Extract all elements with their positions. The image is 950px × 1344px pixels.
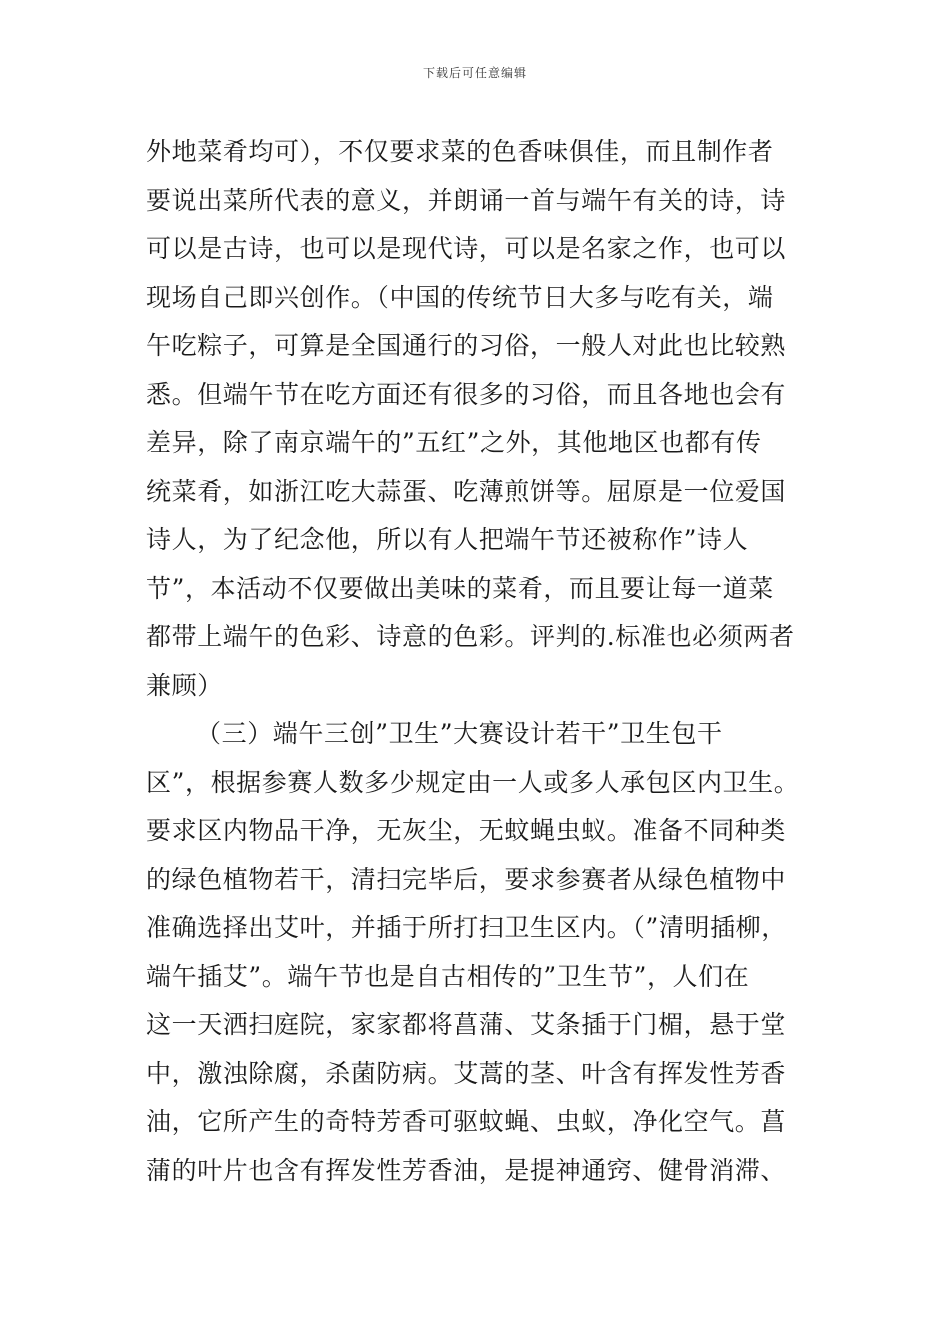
text-line: 中，激浊除腐，杀菌防病。艾蒿的茎、叶含有挥发性芳香 xyxy=(146,1058,787,1088)
text-line: 节”，本活动不仅要做出美味的菜肴，而且要让每一道菜 xyxy=(146,573,774,603)
text-line: 油，它所产生的奇特芳香可驱蚊蝇、虫蚁，净化空气。菖 xyxy=(146,1107,787,1136)
text-line: 统菜肴，如浙江吃大蒜蛋、吃薄煎饼等。屈原是一位爱国 xyxy=(146,476,787,506)
page-header: 下载后可任意编辑 xyxy=(422,66,527,80)
text-line: 午吃粽子，可算是全国通行的习俗，一般人对此也比较熟 xyxy=(146,331,787,360)
paragraph xyxy=(146,128,816,710)
text-line: 要说出菜所代表的意义，并朗诵一首与端午有关的诗，诗 xyxy=(146,185,787,215)
text-line: 诗人，为了纪念他，所以有人把端午节还被称作”诗人 xyxy=(146,525,749,554)
text-line: 差异，除了南京端午的”五红”之外，其他地区也都有传 xyxy=(146,428,762,457)
text-line: 都带上端午的色彩、诗意的色彩。评判的.标准也必须两者 xyxy=(146,622,795,651)
text-line: 要求区内物品干净，无灰尘，无蚊蝇虫蚁。准备不同种类 xyxy=(146,816,787,845)
document-body xyxy=(146,128,816,1195)
text-line: 兼顾） xyxy=(146,670,223,700)
text-line: 端午插艾”。端午节也是自古相传的”卫生节”，人们在 xyxy=(146,961,750,991)
text-line: 现场自己即兴创作。（中国的传统节日大多与吃有关，端 xyxy=(146,282,774,312)
text-line: 外地菜肴均可），不仅要求菜的色香味俱佳，而且制作者 xyxy=(146,137,774,166)
text-line: 区”，根据参赛人数多少规定由一人或多人承包区内卫生。 xyxy=(146,767,800,797)
paragraph xyxy=(146,710,816,1195)
text-line: 蒲的叶片也含有挥发性芳香油，是提神通窍、健骨消滞、 xyxy=(146,1155,787,1185)
text-line: 这一天洒扫庭院，家家都将菖蒲、艾条插于门楣，悬于堂 xyxy=(146,1010,787,1039)
text-line: 可以是古诗，也可以是现代诗，可以是名家之作，也可以 xyxy=(146,234,787,263)
text-line: 准确选择出艾叶，并插于所打扫卫生区内。（”清明插柳， xyxy=(146,913,787,942)
text-line: （三）端午三创”卫生”大赛设计若干”卫生包干 xyxy=(196,719,723,748)
text-line: 悉。但端午节在吃方面还有很多的习俗，而且各地也会有 xyxy=(146,379,787,409)
text-line: 的绿色植物若干，清扫完毕后，要求参赛者从绿色植物中 xyxy=(146,864,787,894)
